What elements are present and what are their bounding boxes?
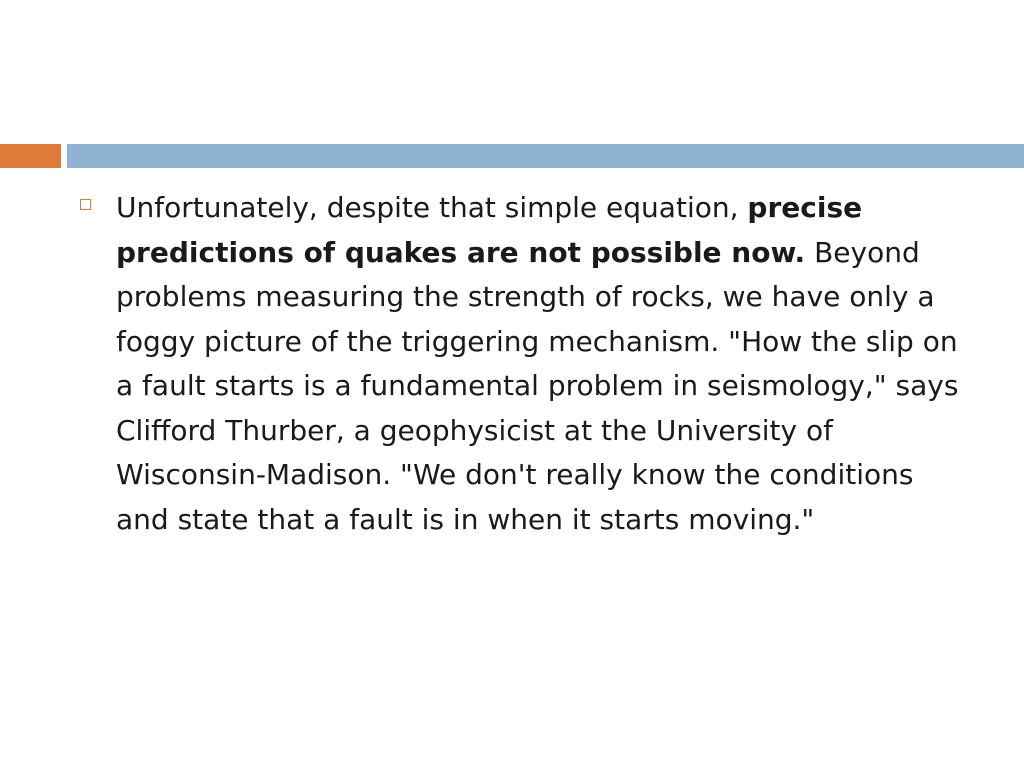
bullet-text xyxy=(116,186,960,542)
bullet-item xyxy=(80,186,960,542)
slide-body xyxy=(80,186,960,542)
bullet-text-intro: Unfortunately, despite that simple equation, xyxy=(116,191,748,224)
header-accent-bar-orange xyxy=(0,144,61,168)
header-accent-bar-blue xyxy=(67,144,1024,168)
bullet-text-bold: precise predictions of quakes are not possible now. xyxy=(116,191,863,269)
square-bullet-icon xyxy=(80,199,91,210)
bullet-text-rest: Beyond problems measuring the strength of rocks, we have only a foggy picture of the triggering mechanism. "How the slip on a fault starts is a fundamental problem in seismology," says Clifford Thurber, a geophysicist at the University of Wisconsin-Madison. "We don't really know the conditions and state that a fault is in when it starts moving." xyxy=(116,235,959,536)
